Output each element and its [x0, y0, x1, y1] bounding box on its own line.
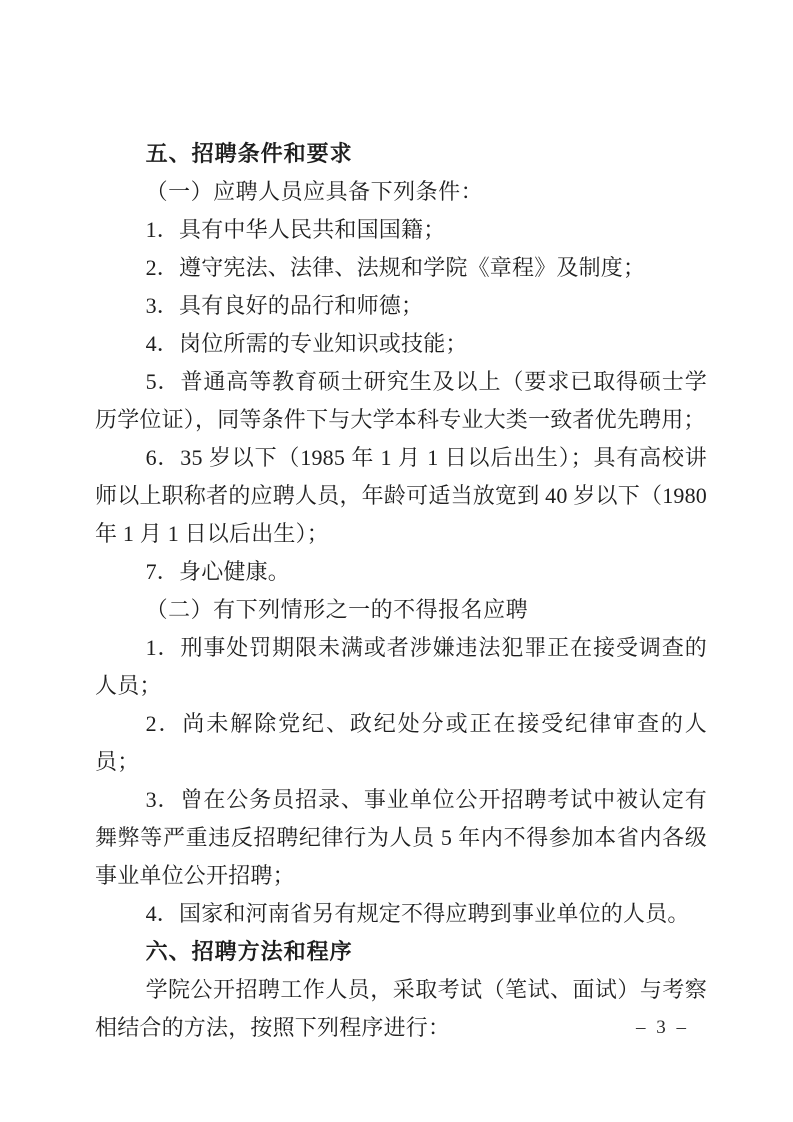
section-heading-6: 六、招聘方法和程序: [145, 939, 353, 964]
paragraph: 3．曾在公务员招录、事业单位公开招聘考试中被认定有舞弊等严重违反招聘纪律行为人员 5 年内不得参加本省内各级事业单位公开招聘；: [95, 787, 707, 888]
paragraph: 4．岗位所需的专业知识或技能；: [145, 331, 468, 356]
paragraph: 4．国家和河南省另有规定不得应聘到事业单位的人员。: [145, 901, 690, 926]
paragraph: 3．具有良好的品行和师德；: [145, 293, 424, 318]
page-number: – 3 –: [636, 1017, 689, 1038]
sub-section-heading-1: （一）应聘人员应具备下列条件：: [145, 179, 484, 204]
paragraph: 1．具有中华人民共和国国籍；: [145, 217, 446, 242]
paragraph: 5．普通高等教育硕士研究生及以上（要求已取得硕士学历学位证），同等条件下与大学本科专业大类一致者优先聘用；: [95, 369, 707, 432]
paragraph: 2．尚未解除党纪、政纪处分或正在接受纪律审查的人员；: [95, 711, 707, 774]
paragraph: 7．身心健康。: [145, 559, 290, 584]
document-body: [95, 135, 707, 1047]
paragraph: 2．遵守宪法、法律、法规和学院《章程》及制度；: [145, 255, 646, 280]
section-heading-5: 五、招聘条件和要求: [145, 141, 353, 166]
sub-section-heading-2: （二）有下列情形之一的不得报名应聘: [145, 597, 529, 622]
paragraph: 1．刑事处罚期限未满或者涉嫌违法犯罪正在接受调查的人员；: [95, 635, 707, 698]
paragraph: 学院公开招聘工作人员，采取考试（笔试、面试）与考察相结合的方法，按照下列程序进行：: [95, 977, 707, 1040]
paragraph: 6．35 岁以下（1985 年 1 月 1 日以后出生）；具有高校讲师以上职称者的应聘人员，年龄可适当放宽到 40 岁以下（1980 年 1 月 1 日以后出生）；: [95, 445, 707, 546]
